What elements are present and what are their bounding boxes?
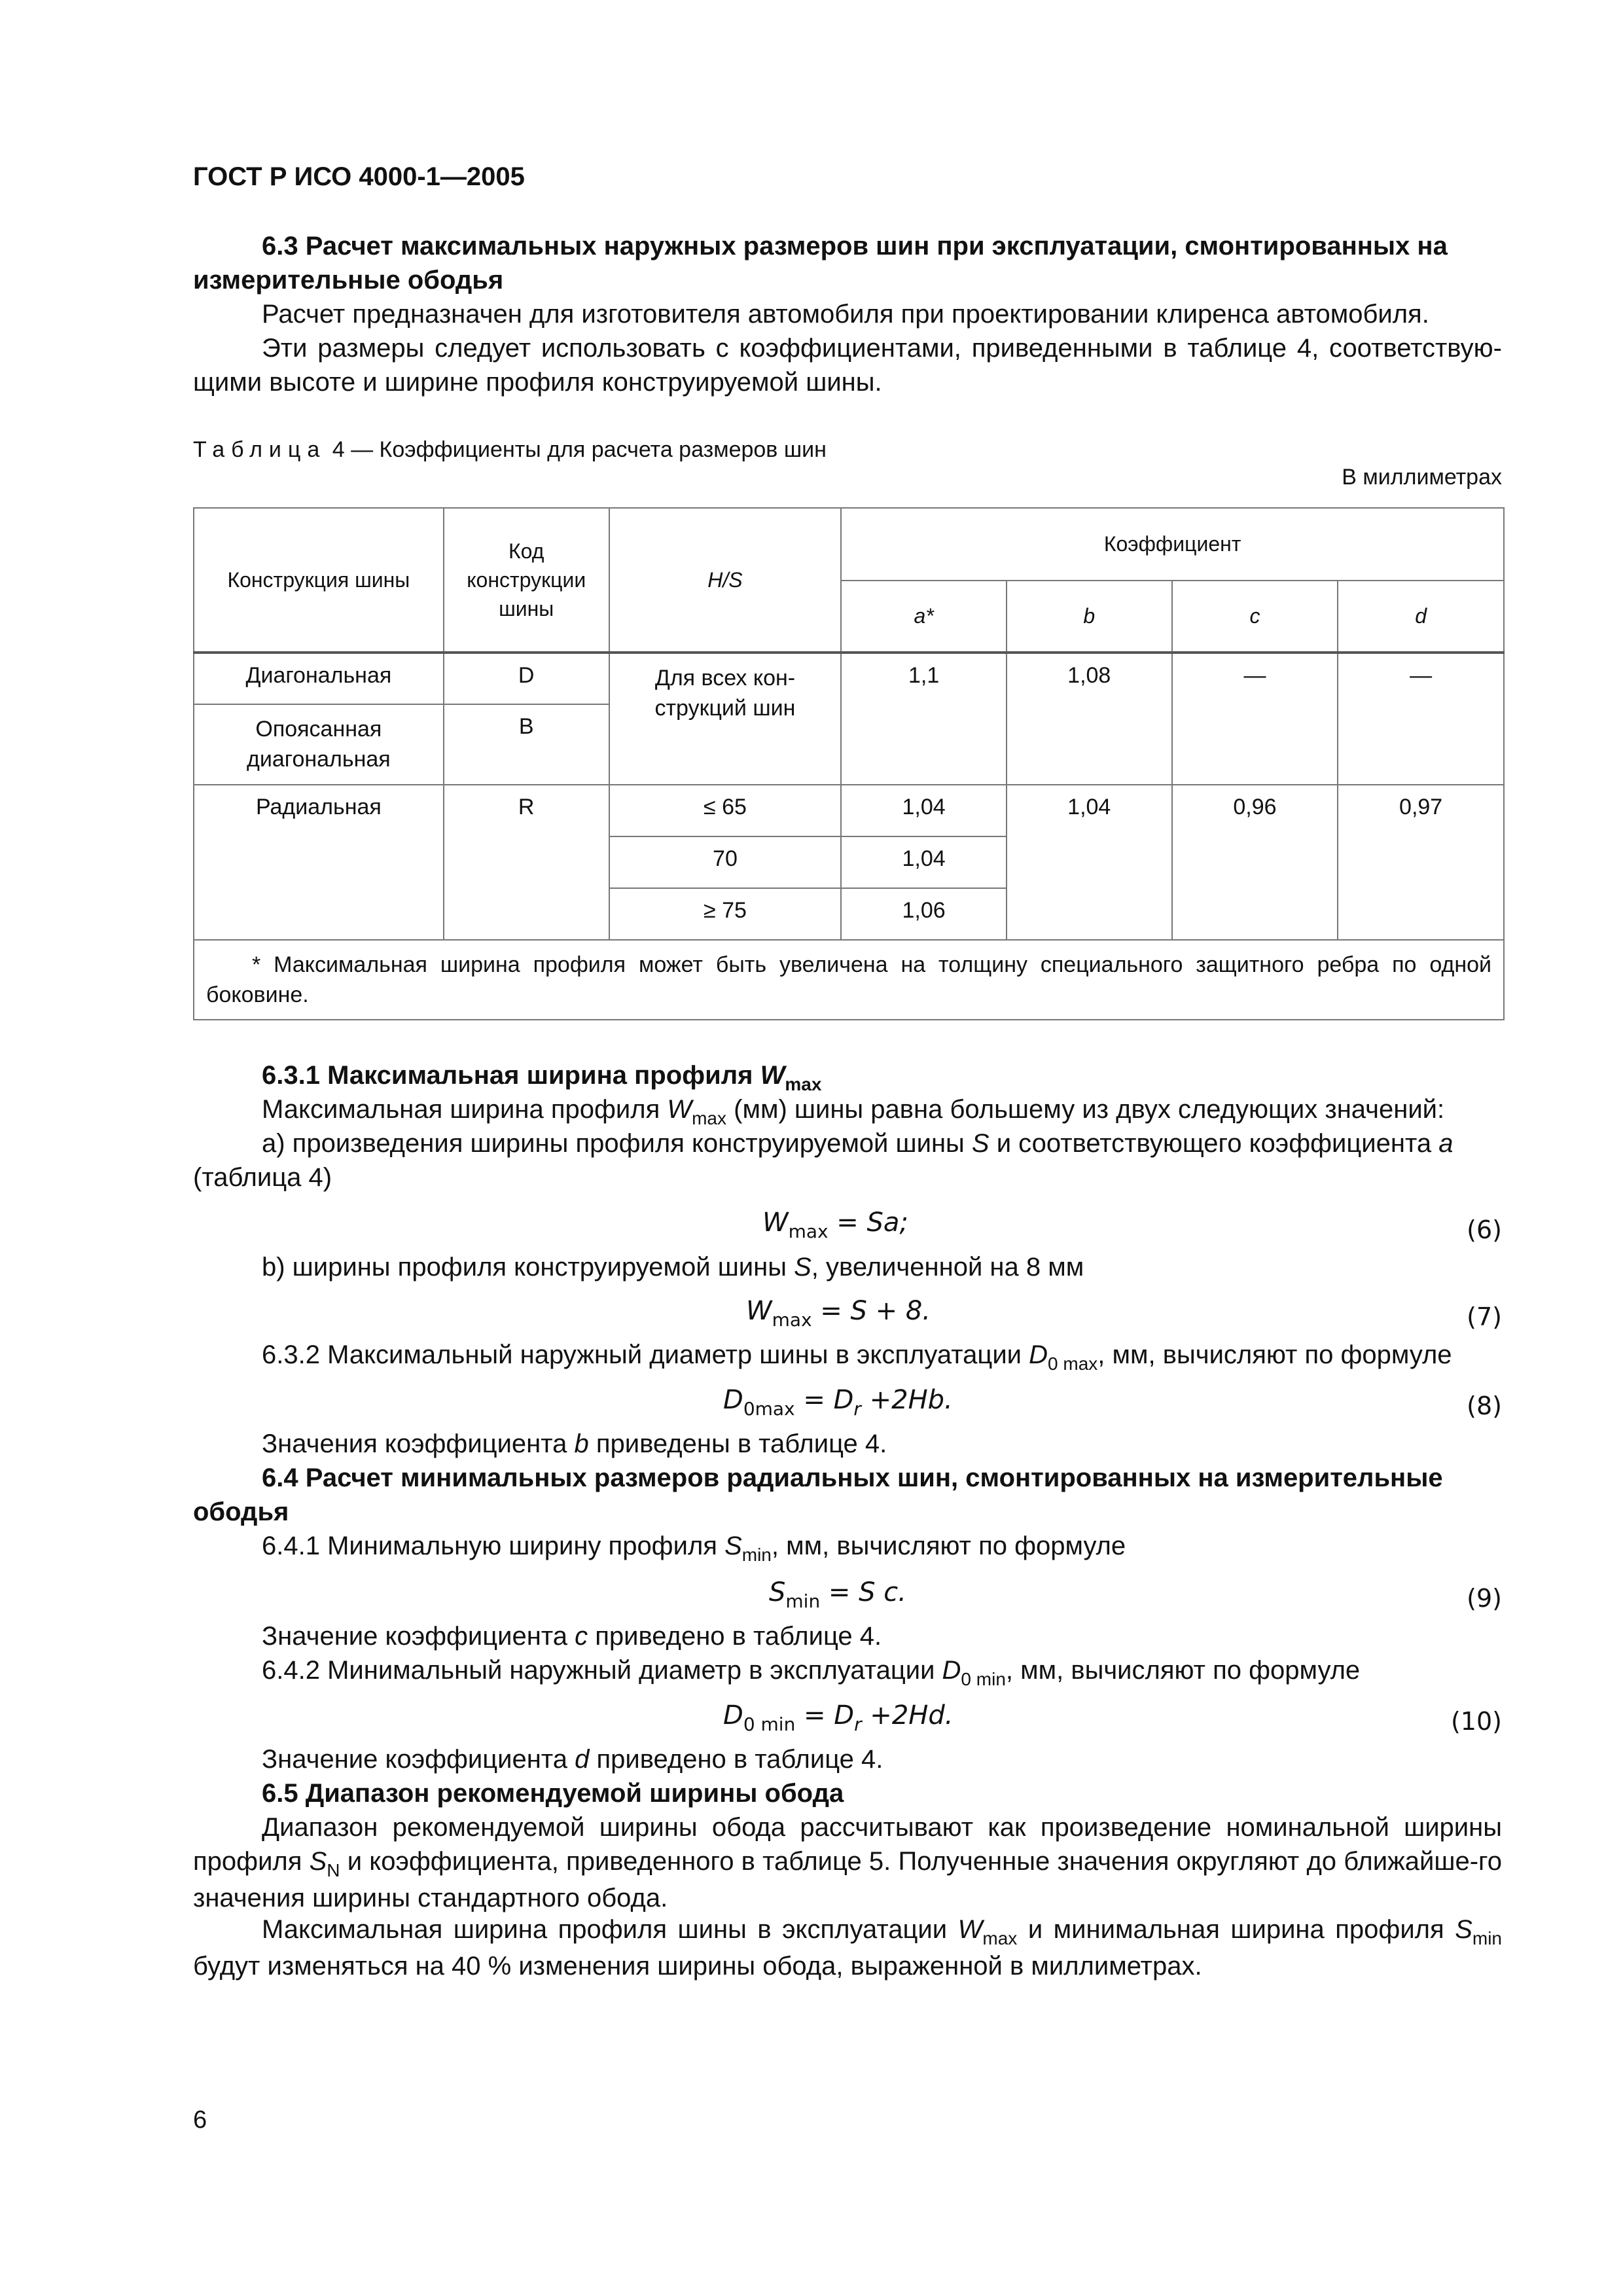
section-6-3-para-2: Эти размеры следует использовать с коэффициентами, приведенными в таблице 4, соответствую-щими высоте и ширине профиля конструируемой шины. (193, 334, 1502, 397)
section-6-3-para-1: Расчет предназначен для изготовителя автомобиля при проектировании клиренса автомобиля. (262, 300, 1429, 329)
cell-a: 1,06 (841, 888, 1007, 940)
cell-a: 1,04 (841, 836, 1007, 888)
cell-b: 1,08 (1007, 653, 1172, 785)
section-6-5-heading: 6.5 Диапазон рекомендуемой ширины обода (262, 1779, 844, 1808)
cell-construction: Опоясанная диагональная (194, 704, 444, 785)
header-code: Код конструкции шины (444, 508, 609, 653)
section-6-4-heading: 6.4 Расчет минимальных размеров радиальных шин, смонтированных на измерительные (262, 1463, 1443, 1492)
list-item-a-cont: (таблица 4) (193, 1163, 332, 1192)
table-caption: Таблица 4 — Коэффициенты для расчета размеров шин (193, 437, 827, 462)
cell-code: R (444, 785, 609, 940)
cell-c: 0,96 (1172, 785, 1338, 940)
formula-9-number: (9) (1467, 1584, 1502, 1613)
table-note-row (194, 940, 1504, 1020)
document-code: ГОСТ Р ИСО 4000-1—2005 (193, 162, 525, 191)
table-footnote: * Максимальная ширина профиля может быть увеличена на толщину специального защитного ребра по одной боковине. (194, 940, 1504, 1020)
cell-d: — (1338, 653, 1504, 785)
section-6-3-heading: 6.3 Расчет максимальных наружных размеров шин при эксплуатации, смонтированных на (262, 232, 1448, 260)
section-6-4-heading-cont: ободья (193, 1498, 289, 1526)
table-units: В миллиметрах (1342, 465, 1502, 490)
section-6-3-1-heading: 6.3.1 Максимальная ширина профиля $W_{max}$ (262, 1061, 822, 1094)
section-6-4-1-para: 6.4.1 Минимальную ширину профиля $S_{min}$, мм, вычисляют по формуле (262, 1532, 1126, 1565)
cell-a: 1,1 (841, 653, 1007, 785)
header-d: d (1338, 581, 1504, 653)
section-6-4-2-coef: Значение коэффициента d приведено в таблице 4. (262, 1745, 883, 1774)
cell-code: D (444, 653, 609, 704)
cell-hs: ≤ 65 (609, 785, 842, 836)
list-item-b: b) ширины профиля конструируемой шины S, увеличенной на 8 мм (262, 1253, 1084, 1282)
cell-code: B (444, 704, 609, 785)
header-hs: H/S (609, 508, 842, 653)
table-row (194, 785, 1504, 836)
formula-9: $S_{min} = S$ c. (769, 1577, 906, 1612)
formula-7: $W_{max} = S + 8$. (746, 1296, 931, 1331)
section-6-3-1-para: Максимальная ширина профиля $W_{max}$ (мм) шины равна большему из двух следующих значений: (262, 1095, 1445, 1128)
cell-hs: ≥ 75 (609, 888, 842, 940)
cell-hs: Для всех кон-струкций шин (609, 653, 842, 785)
formula-6: $W_{max} = Sa$; (762, 1208, 908, 1242)
cell-construction: Диагональная (194, 653, 444, 704)
header-coefficient: Коэффициент (841, 508, 1504, 581)
page-number: 6 (193, 2106, 207, 2134)
section-6-4-1-coef: Значение коэффициента c приведено в таблице 4. (262, 1622, 882, 1651)
section-6-3-heading-cont: измерительные ободья (193, 266, 504, 295)
cell-d: 0,97 (1338, 785, 1504, 940)
formula-8: $D_{0max} = D_r +2Hb$. (723, 1385, 953, 1420)
section-6-3-2-para: 6.3.2 Максимальный наружный диаметр шины в эксплуатации $D_{0 max}$, мм, вычисляют по формуле (262, 1340, 1452, 1374)
header-construction: Конструкция шины (194, 508, 444, 653)
section-6-5-para-2: Максимальная ширина профиля шины в эксплуатации $W_{max}$ и минимальная ширина профиля $S_{min}$ будут изменяться на 40 % изменения ширины обода, выраженной в миллиметрах. (193, 1915, 1503, 1981)
cell-a: 1,04 (841, 785, 1007, 836)
section-6-4-2-para: 6.4.2 Минимальный наружный диаметр в эксплуатации $D_{0 min}$, мм, вычисляют по формуле (262, 1656, 1361, 1689)
header-b: b (1007, 581, 1172, 653)
formula-7-number: (7) (1467, 1302, 1502, 1331)
section-6-3-2-coef: Значения коэффициента b приведены в таблице 4. (262, 1429, 887, 1458)
list-item-a: а) произведения ширины профиля конструируемой шины S и соответствующего коэффициента a (262, 1129, 1454, 1158)
header-c: c (1172, 581, 1338, 653)
header-a: a* (841, 581, 1007, 653)
formula-10: $D_{0 min} = D_r +2Hd$. (723, 1700, 954, 1735)
section-6-5-para-1: Диапазон рекомендуемой ширины обода рассчитывают как произведение номинальной ширины профиля $S_N$ и коэффициента, приведенного в таблице 5. Полученные значения округляют до ближайше-го значения ширины стандартного обода. (193, 1813, 1502, 1912)
cell-b: 1,04 (1007, 785, 1172, 940)
table-row (194, 653, 1504, 704)
formula-10-number: (10) (1450, 1707, 1502, 1736)
cell-construction: Радиальная (194, 785, 444, 940)
coefficients-table (193, 507, 1505, 1020)
cell-hs: 70 (609, 836, 842, 888)
formula-8-number: (8) (1467, 1391, 1502, 1420)
formula-6-number: (6) (1467, 1215, 1502, 1244)
cell-c: — (1172, 653, 1338, 785)
